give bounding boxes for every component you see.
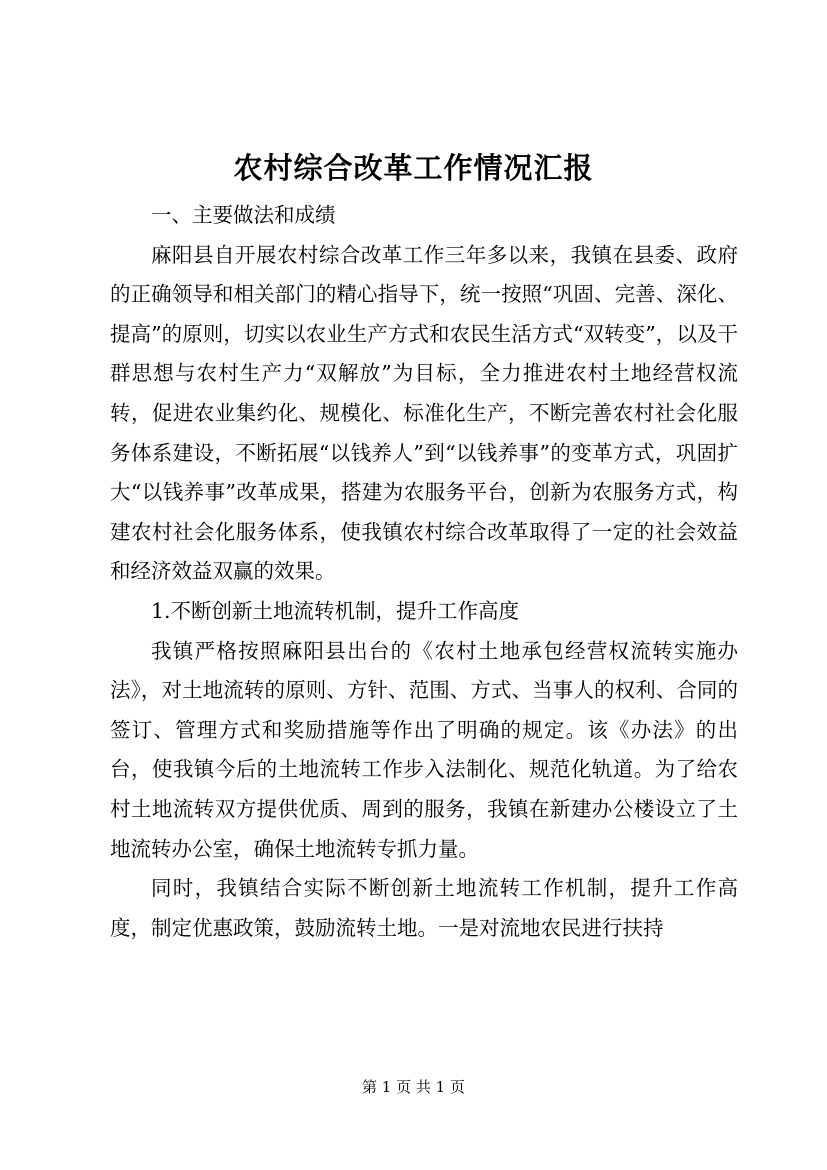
document-body bbox=[110, 196, 738, 948]
paragraph: 麻阳县自开展农村综合改革工作三年多以来，我镇在县委、政府的正确领导和相关部门的精心指导下，统一按照“巩固、完善、深化、提高”的原则，切实以农业生产方式和农民生活方式“双转变”，以及干群思想与农村生产力“双解放”为目标，全力推进农村土地经营权流转，促进农业集约化、规模化、标准化生产，不断完善农村社会化服务体系建设，不断拓展“以钱养人”到“以钱养事”的变革方式，巩固扩大“以钱养事”改革成果，搭建为农服务平台，创新为农服务方式，构建农村社会化服务体系，使我镇农村综合改革取得了一定的社会效益和经济效益双赢的效果。 bbox=[110, 242, 738, 584]
page-footer: 第 1 页 共 1 页 bbox=[362, 1078, 465, 1096]
subsection-heading: 1.不断创新土地流转机制，提升工作高度 bbox=[151, 598, 520, 623]
paragraph: 同时，我镇结合实际不断创新土地流转工作机制，提升工作高度，制定优惠政策，鼓励流转土地。一是对流地农民进行扶持 bbox=[110, 876, 738, 940]
paragraph: 我镇严格按照麻阳县出台的《农村土地承包经营权流转实施办法》，对土地流转的原则、方针、范围、方式、当事人的权利、合同的签订、管理方式和奖励措施等作出了明确的规定。该《办法》的出台，使我镇今后的土地流转工作步入法制化、规范化轨道。为了给农村土地流转双方提供优质、周到的服务，我镇在新建办公楼设立了土地流转办公室，确保土地流转专抓力量。 bbox=[110, 638, 738, 861]
document-title: 农村综合改革工作情况汇报 bbox=[233, 151, 594, 185]
section-heading: 一、主要做法和成绩 bbox=[151, 203, 336, 227]
